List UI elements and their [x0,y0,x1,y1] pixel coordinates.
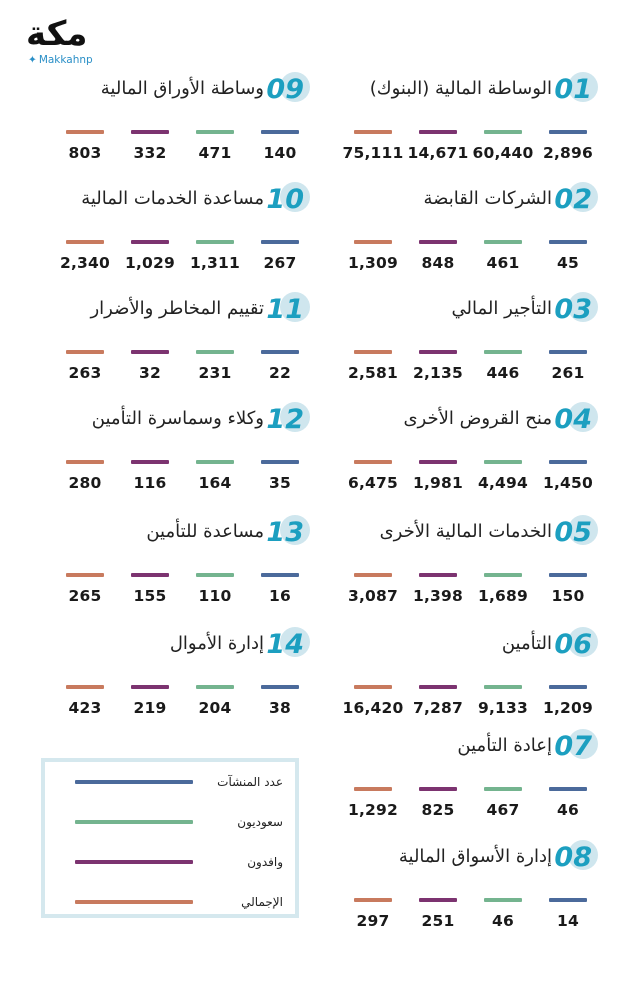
value-saudis [185,685,245,725]
sector-title [60,290,310,330]
value-text: 38 [269,699,291,717]
bar-establishments [549,240,587,244]
bar-establishments [261,460,299,464]
value-text: 1,981 [412,474,464,492]
value-text: 1,209 [542,699,594,717]
value-text: 219 [133,699,167,717]
value-text: 204 [198,699,232,717]
sector-number-badge [554,729,598,765]
value-expats [408,130,468,170]
legend-item-total [45,890,295,914]
value-text: 9,133 [477,699,529,717]
sector-name: التأجير المالي [451,298,552,319]
sector-name: إدارة الأسواق المالية [398,846,552,867]
value-text: 60,440 [472,144,534,162]
sector-number: 10 [266,184,304,215]
bar-total [354,787,392,791]
sector-06 [342,625,598,725]
value-establishments [250,240,310,280]
value-text: 267 [263,254,297,272]
sector-name: إعادة التأمين [457,735,552,756]
value-expats [120,573,180,613]
value-expats [408,240,468,280]
bar-saudis [484,350,522,354]
bar-expats [419,573,457,577]
sector-title [60,180,310,220]
bar-expats [419,685,457,689]
value-total [343,685,403,725]
value-text: 423 [68,699,102,717]
sector-name: الشركات القابضة [423,188,552,209]
sector-title [60,70,310,110]
legend-line-expats [75,860,193,864]
sector-number: 14 [266,629,304,660]
value-establishments [538,787,598,827]
bar-total [66,460,104,464]
value-saudis [473,240,533,280]
sector-title [348,70,598,110]
legend-line-total [75,900,193,904]
sector-number: 01 [554,74,592,105]
value-text: 231 [198,364,232,382]
value-saudis [185,573,245,613]
sector-title [348,290,598,330]
bar-establishments [261,685,299,689]
bar-saudis [484,685,522,689]
bar-expats [131,460,169,464]
value-total [343,787,403,827]
bar-total [66,240,104,244]
sector-number: 03 [554,294,592,325]
value-establishments [250,573,310,613]
sector-number: 07 [554,731,592,762]
bar-total [354,240,392,244]
value-text: 332 [133,144,167,162]
sector-name: الوساطة المالية (البنوك) [369,78,552,99]
value-text: 155 [133,587,167,605]
sector-title [348,180,598,220]
sector-number-badge [266,72,310,108]
logo-mark: مكة [26,14,88,54]
value-expats [408,573,468,613]
sector-03 [348,290,598,390]
legend-label-expats: وافدون [247,855,283,869]
sector-name: منح القروض الأخرى [403,408,552,429]
bar-saudis [484,130,522,134]
value-expats [408,350,468,390]
sector-number-badge [554,292,598,328]
bar-establishments [261,130,299,134]
value-text: 848 [421,254,455,272]
value-expats [120,460,180,500]
sector-number: 05 [554,517,592,548]
value-text: 22 [269,364,291,382]
legend [41,758,299,918]
bar-saudis [196,240,234,244]
value-text: 825 [421,801,455,819]
value-total [55,460,115,500]
bar-total [66,685,104,689]
value-text: 1,689 [477,587,529,605]
bar-expats [131,240,169,244]
twitter-bird-icon: ✦ [28,54,37,66]
bar-total [354,898,392,902]
sector-07 [348,727,598,827]
sector-title [60,625,310,665]
value-text: 2,340 [59,254,111,272]
value-text: 297 [356,912,390,930]
twitter-handle [28,54,93,66]
bar-saudis [484,460,522,464]
value-text: 4,494 [477,474,529,492]
bar-saudis [484,898,522,902]
value-saudis [473,898,533,938]
sector-04 [348,400,598,500]
sector-name: مساعدة الخدمات المالية [81,188,264,209]
bar-expats [419,240,457,244]
value-text: 116 [133,474,167,492]
bar-establishments [549,350,587,354]
bar-establishments [549,685,587,689]
value-saudis [473,685,533,725]
legend-label-total: الإجمالي [241,895,283,909]
value-expats [120,350,180,390]
value-text: 1,029 [124,254,176,272]
value-establishments [538,130,598,170]
bar-total [354,573,392,577]
value-text: 263 [68,364,102,382]
sector-title [348,838,598,878]
value-text: 164 [198,474,232,492]
sector-title [348,727,598,767]
sector-number-badge [554,627,598,663]
sector-title [60,513,310,553]
sector-number-badge [554,515,598,551]
sector-name: تقييم المخاطر والأضرار [90,298,264,319]
value-expats [120,240,180,280]
value-expats [408,460,468,500]
sector-number-badge [554,402,598,438]
legend-label-establishments: عدد المنشآت [217,775,283,789]
value-saudis [473,350,533,390]
value-establishments [250,350,310,390]
bar-total [354,130,392,134]
value-text: 35 [269,474,291,492]
value-saudis [473,787,533,827]
bar-total [66,573,104,577]
value-text: 1,450 [542,474,594,492]
legend-item-establishments [45,770,295,794]
sector-01 [342,70,598,170]
value-text: 461 [486,254,520,272]
value-establishments [538,460,598,500]
value-expats [408,685,468,725]
bar-establishments [261,240,299,244]
sector-number-badge [266,182,310,218]
legend-line-saudis [75,820,193,824]
sector-name: الخدمات المالية الأخرى [379,521,552,542]
bar-total [354,460,392,464]
bar-total [66,350,104,354]
value-text: 1,292 [347,801,399,819]
value-establishments [250,685,310,725]
bar-establishments [549,573,587,577]
bar-expats [419,460,457,464]
sector-number-badge [266,292,310,328]
value-text: 7,287 [412,699,464,717]
sector-number: 06 [554,629,592,660]
value-expats [408,787,468,827]
bar-saudis [484,240,522,244]
value-text: 2,581 [347,364,399,382]
value-total [343,240,403,280]
value-saudis [473,130,533,170]
value-text: 110 [198,587,232,605]
value-saudis [473,460,533,500]
sector-number-badge [266,627,310,663]
value-text: 251 [421,912,455,930]
value-total [55,350,115,390]
value-saudis [185,350,245,390]
value-establishments [538,685,598,725]
sector-10 [60,180,310,280]
value-total [343,460,403,500]
value-establishments [250,460,310,500]
sector-number: 11 [266,294,304,325]
value-text: 3,087 [347,587,399,605]
bar-establishments [549,130,587,134]
sector-number-badge [554,72,598,108]
bar-establishments [549,787,587,791]
value-text: 2,135 [412,364,464,382]
value-saudis [473,573,533,613]
sector-number: 08 [554,842,592,873]
value-text: 150 [551,587,585,605]
bar-saudis [196,350,234,354]
bar-expats [419,787,457,791]
sector-number-badge [266,402,310,438]
value-text: 16,420 [342,699,404,717]
value-text: 280 [68,474,102,492]
value-total [343,350,403,390]
bar-establishments [261,350,299,354]
sector-number: 02 [554,184,592,215]
value-text: 467 [486,801,520,819]
sector-12 [60,400,310,500]
value-establishments [538,350,598,390]
value-text: 46 [557,801,579,819]
value-text: 1,311 [189,254,241,272]
bar-expats [419,350,457,354]
value-establishments [250,130,310,170]
sector-number: 04 [554,404,592,435]
sector-05 [348,513,598,613]
value-total [343,130,403,170]
bar-establishments [549,460,587,464]
value-saudis [185,240,245,280]
value-establishments [538,898,598,938]
bar-expats [131,350,169,354]
bar-total [354,685,392,689]
sector-number: 12 [266,404,304,435]
sector-name: وساطة الأوراق المالية [100,78,264,99]
bar-saudis [484,787,522,791]
bar-expats [419,130,457,134]
sector-title [348,513,598,553]
value-expats [120,130,180,170]
sector-number-badge [554,840,598,876]
bar-total [66,130,104,134]
legend-item-expats [45,850,295,874]
sector-11 [60,290,310,390]
value-total [55,130,115,170]
sector-02 [348,180,598,280]
value-text: 14 [557,912,579,930]
sector-number-badge [266,515,310,551]
value-text: 446 [486,364,520,382]
value-text: 6,475 [347,474,399,492]
sector-13 [60,513,310,613]
sector-name: وكلاء وسماسرة التأمين [91,408,264,429]
sector-name: إدارة الأموال [169,633,264,654]
legend-item-saudis [45,810,295,834]
bar-expats [419,898,457,902]
value-text: 46 [492,912,514,930]
value-saudis [185,460,245,500]
bar-expats [131,130,169,134]
value-total [343,898,403,938]
handle-text: Makkahnp [38,54,93,66]
legend-line-establishments [75,780,193,784]
sector-name: مساعدة للتأمين [146,521,264,542]
value-total [55,573,115,613]
sector-title [348,400,598,440]
value-text: 140 [263,144,297,162]
bar-saudis [196,685,234,689]
sector-number-badge [554,182,598,218]
sector-14 [60,625,310,725]
value-text: 32 [139,364,161,382]
value-text: 265 [68,587,102,605]
bar-expats [131,573,169,577]
value-text: 75,111 [342,144,404,162]
value-text: 261 [551,364,585,382]
value-text: 14,671 [407,144,469,162]
bar-expats [131,685,169,689]
value-text: 803 [68,144,102,162]
bar-total [354,350,392,354]
value-expats [120,685,180,725]
bar-saudis [196,460,234,464]
sector-title [60,400,310,440]
sector-name: التأمين [501,633,552,654]
bar-saudis [196,573,234,577]
value-establishments [538,573,598,613]
value-text: 16 [269,587,291,605]
value-text: 471 [198,144,232,162]
value-text: 45 [557,254,579,272]
value-text: 2,896 [542,144,594,162]
sector-title [348,625,598,665]
bar-establishments [549,898,587,902]
value-total [55,240,115,280]
value-text: 1,309 [347,254,399,272]
bar-establishments [261,573,299,577]
value-total [343,573,403,613]
sector-number: 09 [266,74,304,105]
value-text: 1,398 [412,587,464,605]
bar-saudis [196,130,234,134]
sector-09 [60,70,310,170]
sector-08 [348,838,598,938]
bar-saudis [484,573,522,577]
value-establishments [538,240,598,280]
brand-logo [26,14,116,64]
value-total [55,685,115,725]
sector-number: 13 [266,517,304,548]
value-expats [408,898,468,938]
legend-label-saudis: سعوديون [237,815,283,829]
value-saudis [185,130,245,170]
